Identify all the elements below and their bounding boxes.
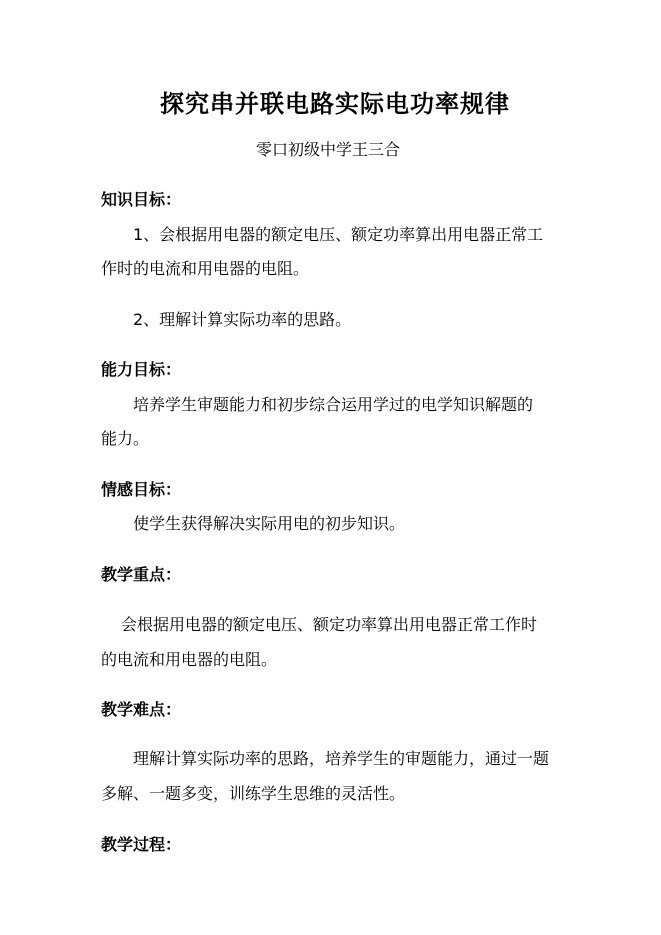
key-points-line1: 会根据用电器的额定电压、额定功率算出用电器正常工作时: [121, 615, 538, 634]
key-points-heading: 教学重点：: [101, 565, 182, 584]
ability-line1: 培养学生审题能力和初步综合运用学过的电学知识解题的: [133, 395, 534, 414]
ability-goals-heading: 能力目标：: [101, 360, 182, 379]
knowledge-item1-line1: 1、会根据用电器的额定电压、额定功率算出用电器正常工: [133, 225, 544, 244]
author-line: 零口初级中学王三合: [256, 140, 401, 159]
ability-line2: 能力。: [101, 429, 150, 448]
difficult-points-line2: 多解、一题多变，训练学生思维的灵活性。: [101, 784, 406, 803]
emotion-goals-heading: 情感目标：: [101, 480, 182, 499]
teaching-process-heading: 教学过程：: [101, 835, 182, 854]
knowledge-goals-heading: 知识目标：: [101, 190, 182, 209]
knowledge-item1-line2: 作时的电流和用电器的电阻。: [101, 259, 310, 278]
document-title: 探究串并联电路实际电功率规律: [160, 89, 510, 118]
knowledge-item2: 2、理解计算实际功率的思路。: [133, 310, 352, 329]
emotion-line1: 使学生获得解决实际用电的初步知识。: [133, 514, 406, 533]
key-points-line2: 的电流和用电器的电阻。: [101, 650, 278, 669]
difficult-points-heading: 教学难点：: [101, 700, 182, 719]
difficult-points-line1: 理解计算实际功率的思路，培养学生的审题能力，通过一题: [133, 749, 550, 768]
